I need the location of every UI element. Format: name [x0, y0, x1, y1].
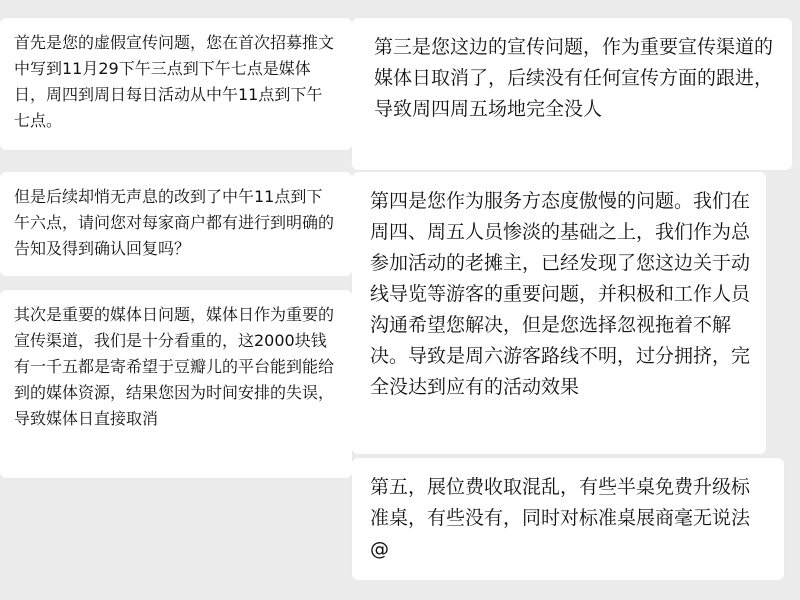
message-text: 但是后续却悄无声息的改到了中午11点到下午六点，请问您对每家商户都有进行到明确的告知及得到确认回复吗？	[14, 187, 335, 258]
message-text: 第四是您作为服务方态度傲慢的问题。我们在周四、周五人员惨淡的基础之上，我们作为总参加活动的老摊主，已经发现了您这边关于动线导览等游客的重要问题，并积极和工作人员沟通希望您解决，但是您选择忽视拖着不解决。导致是周六游客路线不明，过分拥挤，完全没达到应有的活动效果	[370, 190, 751, 398]
chat-message-4	[352, 18, 792, 170]
chat-message-5	[352, 172, 766, 454]
message-text: 首先是您的虚假宣传问题，您在首次招募推文中写到11月29下午三点到下午七点是媒体日，周四到周日每日活动从中午11点到下午七点。	[14, 33, 335, 130]
chat-message-3	[0, 290, 352, 478]
chat-message-1	[0, 18, 352, 150]
chat-message-2	[0, 172, 352, 276]
chat-message-6	[352, 458, 784, 580]
message-text: 第五，展位费收取混乱，有些半桌免费升级标准桌，有些没有，同时对标准桌展商毫无说法 @	[370, 476, 751, 560]
message-text: 第三是您这边的宣传问题，作为重要宣传渠道的媒体日取消了，后续没有任何宣传方面的跟进，导致周四周五场地完全没人	[374, 36, 774, 120]
message-text: 其次是重要的媒体日问题，媒体日作为重要的宣传渠道，我们是十分看重的，这2000块钱有一千五都是寄希望于豆瓣儿的平台能到能给到的媒体资源，结果您因为时间安排的失误，导致媒体日直接取消	[14, 305, 335, 428]
